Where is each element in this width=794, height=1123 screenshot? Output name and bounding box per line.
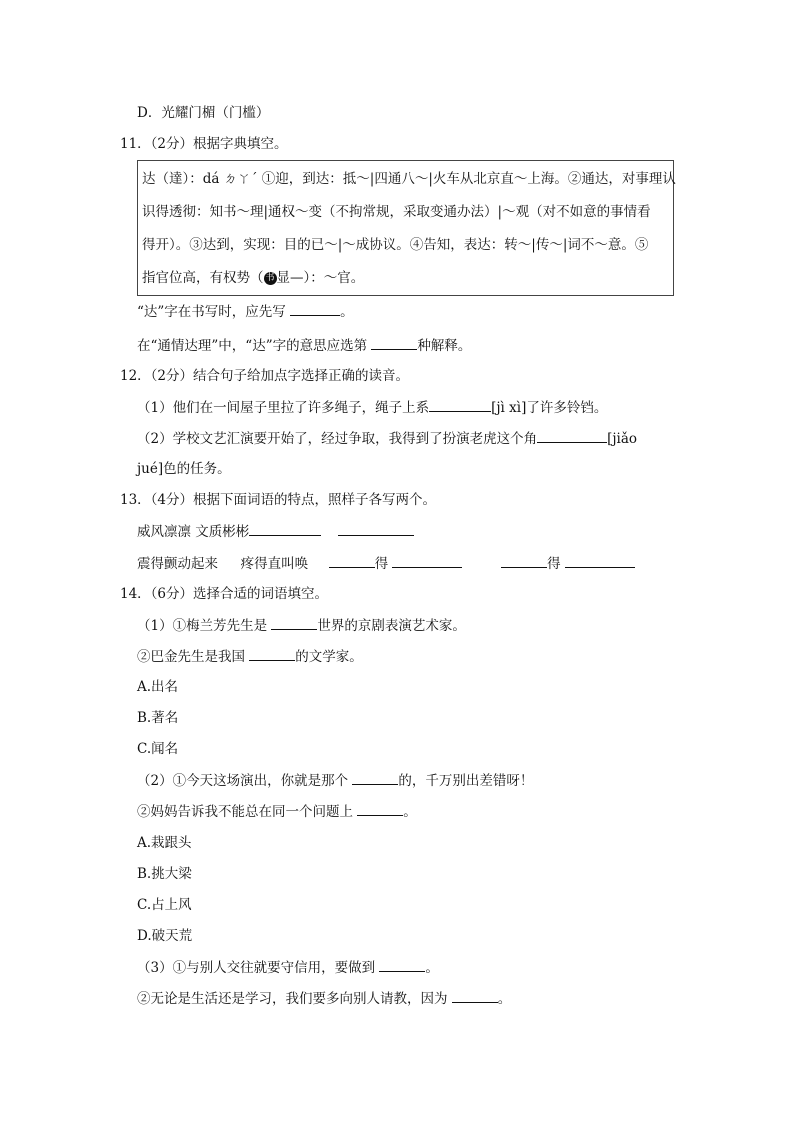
q14-text: 。 [497,991,512,1007]
answer-blank[interactable] [429,397,491,412]
answer-blank[interactable] [249,521,321,536]
q14-p1-s1 [137,615,466,636]
q14-text: 。 [425,960,439,976]
answer-blank[interactable] [352,770,398,785]
dictionary-line: 识得透彻：知书～理|通权～变（不拘常规，采取变通办法）|～观（对不如意的事情看 [142,204,651,220]
q11-sub2-end: 种解释。 [417,338,472,354]
q13-row-2 [137,553,635,574]
answer-blank[interactable] [565,553,635,568]
q14-p3-s2 [137,988,511,1009]
option-c: C.占上风 [137,897,192,913]
de-label: 得 [547,556,561,572]
de-label: 得 [374,556,389,572]
dictionary-line [142,262,669,295]
answer-blank[interactable] [329,553,375,568]
answer-blank[interactable] [290,301,340,316]
q11-sub2-text: 在“通情达理”中，“达”字的意思应选第 [137,338,368,354]
q12-s2-pinyin: [jiǎo [607,431,638,447]
answer-blank[interactable] [392,553,462,568]
answer-blank[interactable] [452,988,498,1003]
q14-text: 的文学家。 [295,649,363,665]
q11-sub2 [137,335,471,356]
q13-example-2a: 震得颤动起来 [137,556,218,572]
q13-row-1 [137,521,414,542]
dictionary-text: 指官位高，有权势（ [142,270,264,286]
option-b: B.著名 [137,710,179,726]
option-a: A.出名 [137,679,179,695]
q14-p2-s1 [137,770,533,791]
answer-blank[interactable] [338,521,414,536]
q14-text: 的，千万别出差错呀！ [398,773,534,789]
q14-text: ②无论是生活还是学习，我们要多向别人请教，因为 [137,991,448,1007]
q14-text: （1）①梅兰芳先生是 [137,618,268,634]
q14-p1-s2 [137,646,363,667]
option-a: A.栽跟头 [137,835,192,851]
q14-text: ②巴金先生是我国 [137,649,245,665]
answer-blank[interactable] [537,428,607,443]
answer-blank[interactable] [271,615,317,630]
q12-sentence-2 [137,428,637,449]
question-13-title: 13．（4分）根据下面词语的特点，照样子各写两个。 [120,492,437,508]
dictionary-entry-box [137,160,674,296]
q13-example-2b: 疼得直叫唤 [240,556,309,572]
q14-text: ②妈妈告诉我不能总在同一个问题上 [137,804,353,820]
answer-blank[interactable] [357,801,403,816]
q12-s1-text: （1）他们在一间屋子里拉了许多绳子，绳子上系 [137,400,430,416]
q14-text: （3）①与别人交往就要守信用，要做到 [137,960,376,976]
q14-p2-s2 [137,801,417,822]
option-c: C.闻名 [137,741,179,757]
q14-text: 。 [403,804,417,820]
q12-sentence-2-cont: jué]色的任务。 [137,461,231,477]
option-d: D．光耀门楣（门槛） [137,105,270,121]
answer-blank[interactable] [379,957,425,972]
answer-blank[interactable] [501,553,547,568]
q11-sub1 [137,301,354,322]
dictionary-text: 显—）：～官。 [276,270,365,286]
q12-s2-text: （2）学校文艺汇演要开始了，经过争取，我得到了扮演老虎这个角 [137,431,538,447]
q12-sentence-1 [137,397,607,418]
book-mark-icon: 书 [265,273,275,283]
q11-sub1-end: 。 [340,304,354,320]
q14-p3-s1 [137,957,439,978]
option-b: B.挑大梁 [137,866,192,882]
answer-blank[interactable] [249,646,295,661]
dictionary-line: 得开）。③达到，实现：目的已～|～成协议。④告知，表达：转～|传～|词不～意。⑤ [142,237,649,253]
question-14-title: 14．（6分）选择合适的词语填空。 [120,586,329,602]
question-11-title: 11．（2分）根据字典填空。 [120,136,288,152]
option-d: D.破天荒 [137,928,193,944]
q14-text: 世界的京剧表演艺术家。 [317,618,466,634]
answer-blank[interactable] [371,335,417,350]
q11-sub1-text: “达”字在书写时，应先写 [137,304,286,320]
dictionary-line: 达（達）：dá ㄉㄚˊ ①迎，到达：抵～|四通八～|火车从北京直～上海。②通达，对事理认 [142,171,676,187]
q12-s1-pinyin: [jì xì]了许多铃铛。 [491,400,608,416]
q14-text: （2）①今天这场演出，你就是那个 [137,773,349,789]
question-12-title: 12．（2分）结合句子给加点字选择正确的读音。 [120,368,410,384]
q13-example-1: 威风凛凛 文质彬彬 [137,524,250,540]
